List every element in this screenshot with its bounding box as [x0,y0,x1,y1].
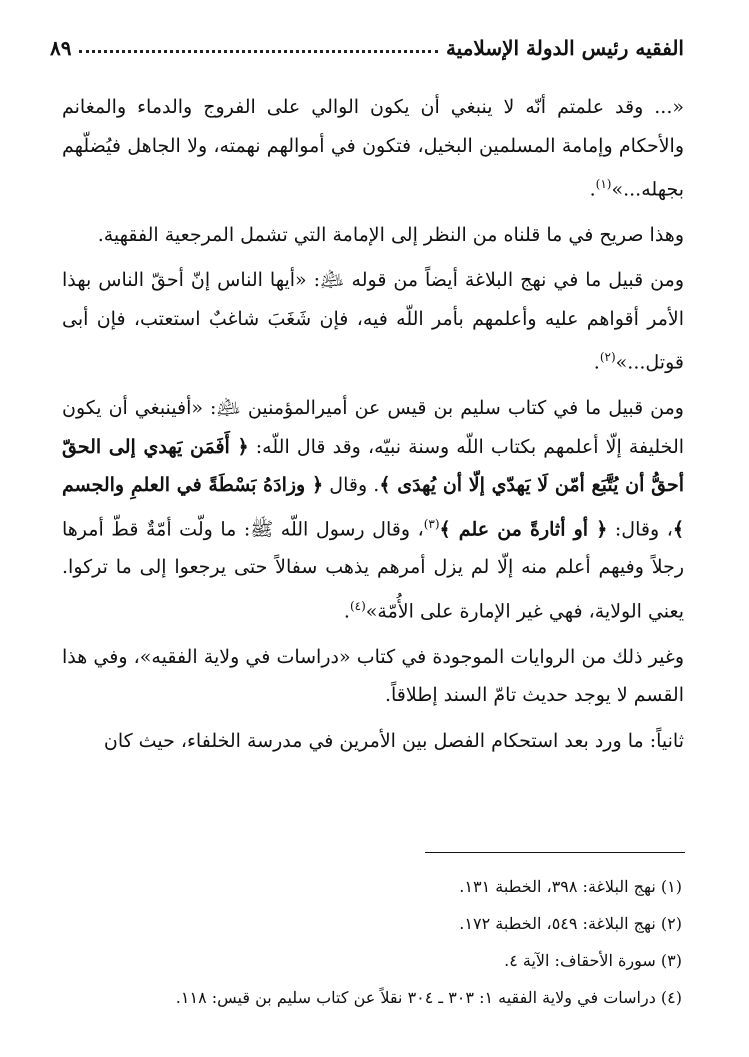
footnote-2: (٢) نهج البلاغة: ٥٤٩، الخطبة ١٧٢. [459,914,682,933]
paragraph-4 [62,389,684,631]
paragraph-4-part-c: ، وقال: [614,517,673,540]
paragraph-4-part-d: ، وقال رسول اللّه ﷺ: ما ولّت أمّةٌ قطّ أمرها رجلاً وفيهم أعلم منه إلّا لم يزل أمرهم يذهب سفالاً حتى يرجعوا إلى ما تركوا. يعني الولاية، فهي غير الإمارة على الأُمّة» [62,517,684,623]
paragraph-1-end: . [589,178,596,201]
paragraph-1-text: «... وقد علمتم أنّه لا ينبغي أن يكون الوالي على الفروج والدماء والمغانم والأحكام وإمامة المسلمين البخيل، فتكون في أموالهم نهمته، ولا الجاهل فيُضلّهم بجهله...» [62,96,684,201]
footnote-4: (٤) دراسات في ولاية الفقيه ١: ٣٠٣ ـ ٣٠٤ نقلاً عن كتاب سليم بن قيس: ١١٨. [175,988,682,1007]
footnote-ref-2: (٢) [599,350,616,365]
page-number: ٨٩ [50,36,72,60]
paragraph-5: وغير ذلك من الروايات الموجودة في كتاب «دراسات في ولاية الفقيه»، وفي هذا القسم لا يوجد حديث تامّ السند إطلاقاً. [62,645,684,707]
paragraph-6: ثانياً: ما ورد بعد استحكام الفصل بين الأمرين في مدرسة الخلفاء، حيث كان [103,729,684,752]
running-header [50,30,684,60]
paragraph-4-end: . [343,600,350,623]
quran-quote-3: ﴿ أو أثارةً من علم ﴾ [439,517,608,540]
footnote-3: (٣) سورة الأحقاف: الآية ٤. [504,951,682,970]
footnote-ref-4: (٤) [349,598,366,613]
paragraph-2: وهذا صريح في ما قلناه من النظر إلى الإمامة التي تشمل المرجعية الفقهية. [97,223,684,246]
quran-quote-1: ﴿ أَفَمَن يَهدي إلى الحقّ أحقُّ أن يُتَّبَع أمّن لَا يَهدّي إلّا أن يُهدَى ﴾ [62,435,684,497]
quran-quote-2: ﴿ وزادَهُ بَسْطَةً في العلمِ والجسم ﴾ [62,474,684,540]
paragraph-1 [62,88,684,209]
header-dot-leader [79,50,437,53]
footnote-ref-1: (١) [595,177,612,191]
header-title: الفقيه رئيس الدولة الإسلامية [445,36,684,60]
paragraph-4-part-b: . وقال [329,474,380,497]
footnotes [62,868,682,1016]
paragraph-3-text: ومن قبيل ما في نهج البلاغة أيضاً من قوله ﵇: «أيها الناس إنّ أحقّ الناس بهذا الأمر أقواهم عليه وأعلمهم بأمر اللّه فيه، فإن شَغَبَ شاغبٌ استعتب، فإن أبى قوتل...» [62,269,684,374]
footnote-ref-3: (٣) [423,516,440,531]
paragraph-4-part-a: ومن قبيل ما في كتاب سليم بن قيس عن أميرالمؤمنين ﵇: «أفينبغي أن يكون الخليفة إلّا أعلمهم بكتاب اللّه وسنة نبيّه، وقد قال اللّه: [62,397,685,458]
paragraph-3-end: . [593,351,600,374]
main-text [62,88,684,767]
paragraph-3 [62,261,684,382]
footnote-separator [425,852,685,853]
footnote-1: (١) نهج البلاغة: ٣٩٨، الخطبة ١٣١. [459,877,682,896]
